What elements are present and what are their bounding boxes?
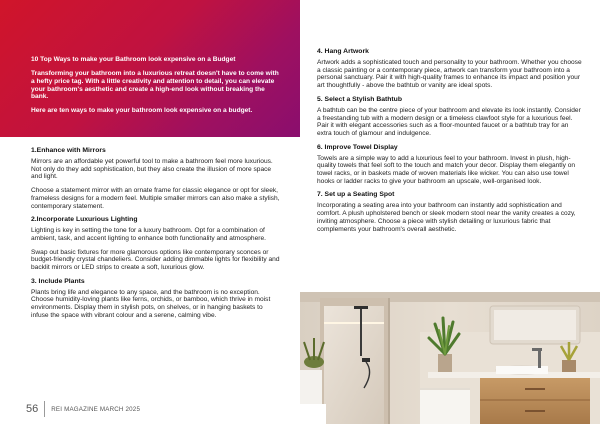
section-artwork <box>317 48 583 90</box>
section-paragraph: Towels are a simple way to add a luxurious feel to your bathroom. Invest in plush, high-quality towels that feel soft to the touch and match your decor. Display them elegantly on towel racks, or in baskets made of woven materials like wicker. You can also use towel hooks or ladder racks to give your bathroom an upscale, well-organised look. <box>317 154 576 185</box>
left-column <box>31 147 281 326</box>
right-column <box>317 48 583 239</box>
hero-text <box>31 56 281 121</box>
section-heading: 5. Select a Stylish Bathtub <box>317 95 402 103</box>
page-footer <box>26 400 140 418</box>
section-paragraph: Plants bring life and elegance to any space, and the bathroom is no exception. Choose humidity-loving plants like ferns, orchids, or bamboo, which thrive in moist environments. Display them in stylish pots, on shelves, or in hanging baskets to infuse the space with vibrant colour and a serene, calming vibe. <box>31 288 271 319</box>
section-heading: 3. Include Plants <box>31 277 85 285</box>
footer-divider <box>44 401 45 417</box>
section-heading: 4. Hang Artwork <box>317 48 369 55</box>
section-mirrors <box>31 147 281 210</box>
section-paragraph: Mirrors are an affordable yet powerful tool to make a bathroom feel more luxurious. Not only do they add sophistication, but they also create the illusion of more space and light. <box>31 158 273 181</box>
right-page <box>300 0 600 424</box>
section-paragraph: Lighting is key in setting the tone for a luxury bathroom. Opt for a combination of ambient, task, and accent lighting to enhance both functionality and atmosphere. <box>31 227 266 242</box>
bathroom-illustration <box>300 292 600 424</box>
section-bathtub <box>317 96 583 138</box>
section-towels <box>317 144 583 186</box>
section-paragraph: Incorporating a seating area into your bathroom can instantly add sophistication and comfort. A plush upholstered bench or sleek modern stool near the vanity creates a cozy, inviting atmosphere. Choose a piece with stylish detailing or luxurious fabric that complements your bathroom's overall aesthetic. <box>317 202 576 233</box>
article-lead: Here are ten ways to make your bathroom look expensive on a budget. <box>31 107 253 115</box>
section-heading: 7. Set up a Seating Spot <box>317 191 395 199</box>
section-paragraph: A bathtub can be the centre piece of your bathroom and elevate its look instantly. Consider a freestanding tub with a modern design or a timeless clawfoot style for a luxurious feel. Pair it with elegant accessories such as a floor-mounted faucet or a bathtub tray for an extra touch of glamour and indulgence. <box>317 106 581 137</box>
magazine-issue: REI MAGAZINE MARCH 2025 <box>51 405 141 413</box>
bathroom-photo <box>300 292 600 424</box>
section-paragraph: Swap out basic fixtures for more glamorous options like contemporary sconces or budget-friendly crystal chandeliers. Consider adding dimmable lights for flexibility and backlit mirrors or LED strips to create a soft, luxurious glow. <box>31 248 280 272</box>
section-heading: 1.Enhance with Mirrors <box>31 147 106 154</box>
section-paragraph: Artwork adds a sophisticated touch and personality to your bathroom. Whether you choose a classic painting or a contemporary piece, artwork can transform your bathroom into a personal sanctuary. Pair it with high-quality frames to enhance its impact and position your art thoughtfully - above the bathtub or vanity are ideal spots. <box>317 59 582 90</box>
section-plants <box>31 278 281 320</box>
section-paragraph: Choose a statement mirror with an ornate frame for classic elegance or opt for sleek, frameless designs for a modern feel. Multiple smaller mirrors can also make a stylish, contemporary statement. <box>31 187 280 210</box>
section-heading: 2.Incorporate Luxurious Lighting <box>31 216 138 224</box>
section-seating <box>317 191 583 233</box>
article-title: 10 Top Ways to make your Bathroom look expensive on a Budget <box>31 56 236 63</box>
section-heading: 6. Improve Towel Display <box>317 143 398 151</box>
section-lighting <box>31 216 281 272</box>
article-intro: Transforming your bathroom into a luxurious retreat doesn't have to come with a hefty price tag. With a little creativity and attention to detail, you can elevate your bathroom's aesthetic and create a high-end look without breaking the bank. <box>31 70 279 101</box>
page-number: 56 <box>26 403 39 415</box>
